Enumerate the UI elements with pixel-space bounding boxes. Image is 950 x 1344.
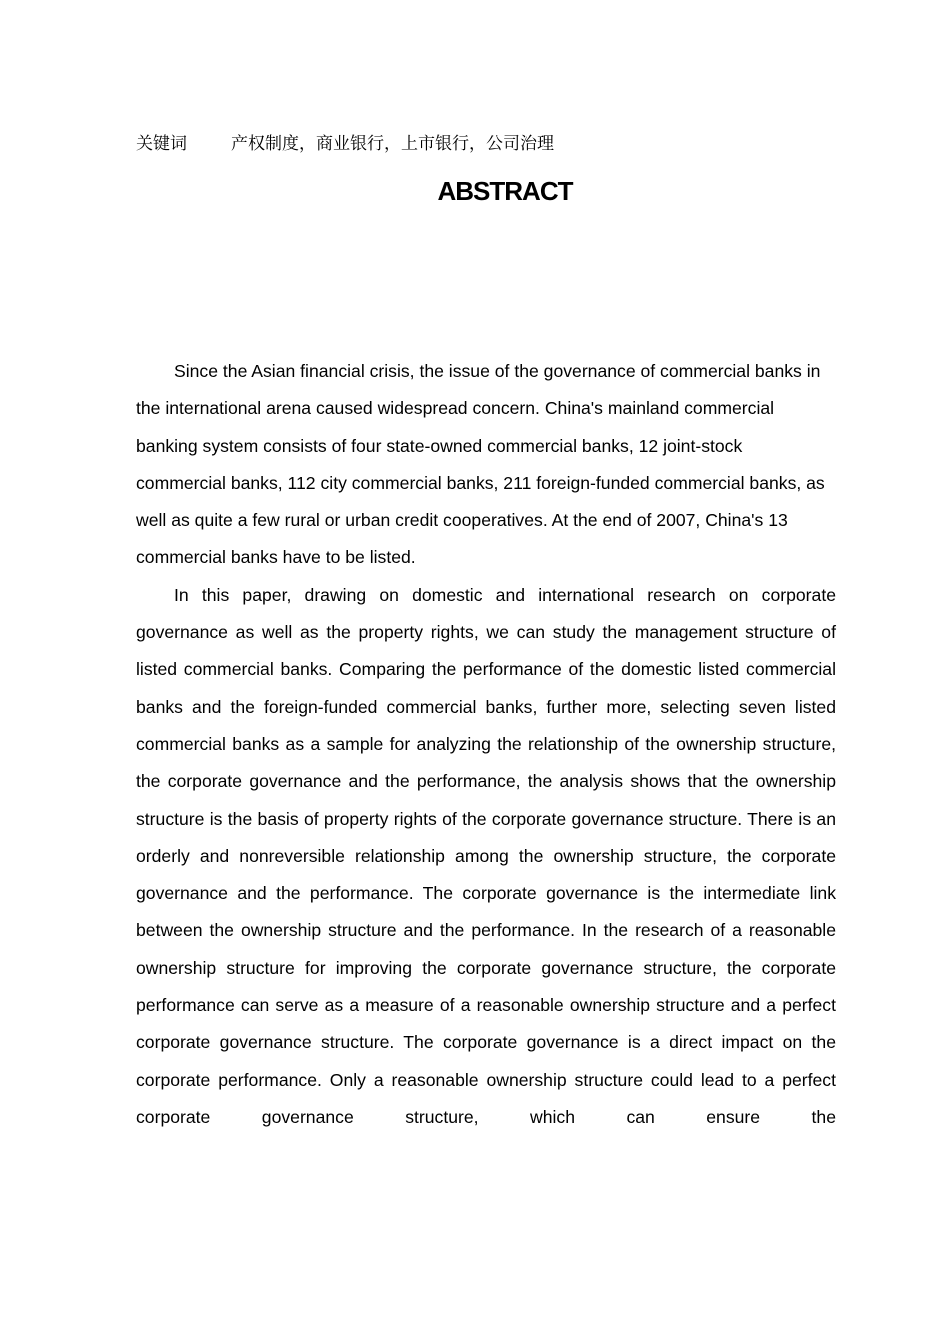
abstract-paragraph-2: In this paper, drawing on domestic and international research on corporate governance as well as the property rights, we can study the management structure of listed commercial banks. Comparing the performance of the domestic listed commercial banks and the foreign-funded commercial banks, further more, selecting seven listed commercial banks as a sample for analyzing the relationship of the ownership structure, the corporate governance and the performance, the analysis shows that the ownership structure is the basis of property rights of the corporate governance structure. There is an orderly and nonreversible relationship among the ownership structure, the corporate governance and the performance. The corporate governance is the intermediate link between the ownership structure and the performance. In the research of a reasonable ownership structure for improving the corporate governance structure, the corporate performance can serve as a measure of a reasonable ownership structure and a perfect corporate governance structure. The corporate governance is a direct impact on the corporate performance. Only a reasonable ownership structure could lead to a perfect corporate governance structure, which can ensure the [136,584,836,1127]
abstract-body [136,353,836,1136]
keywords-line [136,131,554,157]
keywords-label: 关键词 [136,134,187,154]
keywords-value: 产权制度，商业银行，上市银行，公司治理 [231,134,554,154]
abstract-title: ABSTRACT [437,176,573,206]
abstract-paragraph-1: Since the Asian financial crisis, the issue of the governance of commercial banks in the international arena caused widespread concern. China's mainland commercial banking system consists of four state-owned commercial banks, 12 joint-stock commercial banks, 112 city commercial banks, 211 foreign-funded commercial banks, as well as quite a few rural or urban credit cooperatives. At the end of 2007, China's 13 commercial banks have to be listed. [136,361,825,568]
